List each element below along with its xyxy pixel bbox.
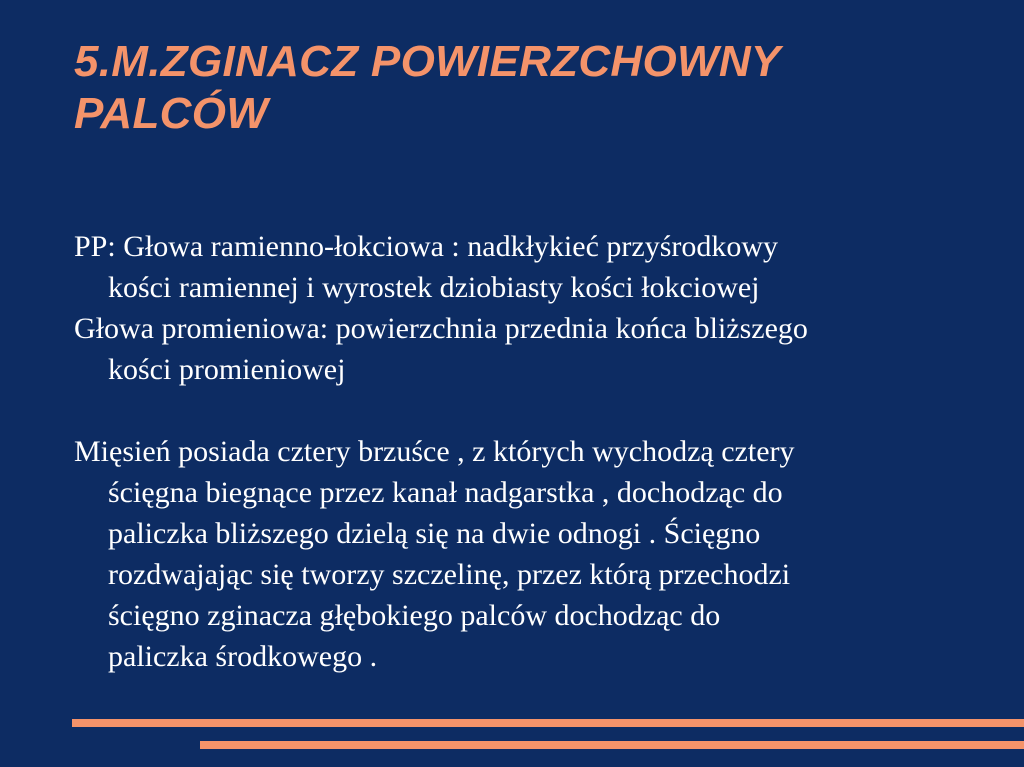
paragraph-line: rozdwajając się tworzy szczelinę, przez którą przechodzi — [108, 558, 791, 591]
paragraph-origin-humeroulnar-head — [74, 226, 984, 308]
accent-bar-bottom — [200, 741, 1024, 749]
slide-title — [74, 36, 974, 140]
slide-body — [74, 226, 984, 677]
paragraph-line: paliczka środkowego . — [108, 640, 378, 673]
paragraph-line: PP: Głowa ramienno-łokciowa : nadkłykieć przyśrodkowy — [74, 230, 779, 263]
paragraph-line: paliczka bliższego dzielą się na dwie odnogi . Ścięgno — [108, 517, 761, 550]
slide-title-line-2: PALCÓW — [74, 89, 269, 138]
slide-title-line-1: 5.M.ZGINACZ POWIERZCHOWNY — [74, 37, 781, 86]
paragraph-origin-radial-head — [74, 308, 984, 390]
paragraph-line: ścięgno zginacza głębokiego palców dochodząc do — [108, 599, 721, 632]
paragraph-line: Mięsień posiada cztery brzuśce , z których wychodzą cztery — [74, 435, 795, 468]
paragraph-line: kości ramiennej i wyrostek dziobiasty kości łokciowej — [108, 271, 760, 304]
accent-bar-top — [72, 719, 1024, 727]
paragraph-line: Głowa promieniowa: powierzchnia przednia końca bliższego — [74, 312, 808, 345]
paragraph-muscle-description — [74, 431, 984, 677]
paragraph-line: ścięgna biegnące przez kanał nadgarstka , dochodząc do — [108, 476, 783, 509]
paragraph-line: kości promieniowej — [108, 353, 346, 386]
paragraph-spacer — [74, 390, 984, 431]
